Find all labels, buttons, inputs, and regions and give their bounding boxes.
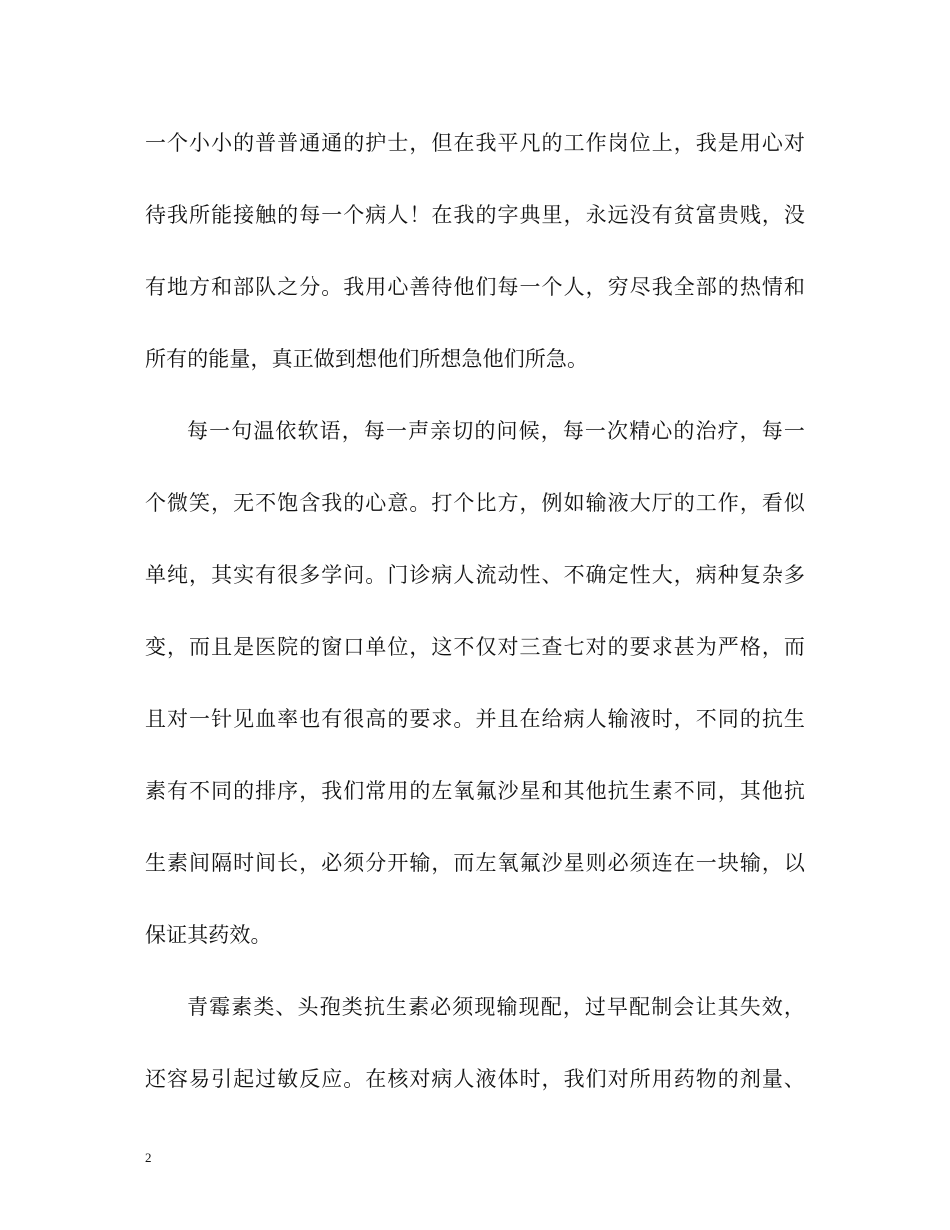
paragraph-first-line: 青霉素类、头孢类抗生素必须现输现配，过早配制会让其失效， [187, 995, 805, 1019]
body-text-line: 素有不同的排序，我们常用的左氧氟沙星和其他抗生素不同，其他抗 [145, 779, 805, 803]
body-text-line: 保证其药效。 [145, 923, 272, 947]
body-text-line: 一个小小的普普通通的护士，但在我平凡的工作岗位上，我是用心对 [145, 131, 805, 155]
body-text-line: 单纯，其实有很多学问。门诊病人流动性、不确定性大，病种复杂多 [145, 563, 805, 587]
body-text-line: 待我所能接触的每一个病人！在我的字典里，永远没有贫富贵贱，没 [145, 203, 805, 227]
body-text-line: 变，而且是医院的窗口单位，这不仅对三查七对的要求甚为严格，而 [145, 635, 805, 659]
body-text-line: 有地方和部队之分。我用心善待他们每一个人，穷尽我全部的热情和 [145, 275, 805, 299]
body-text-line: 还容易引起过敏反应。在核对病人液体时，我们对所用药物的剂量、 [145, 1067, 805, 1091]
page-number: 2 [145, 1150, 152, 1165]
body-text-line: 所有的能量，真正做到想他们所想急他们所急。 [145, 347, 589, 371]
paragraph-first-line: 每一句温依软语，每一声亲切的问候，每一次精心的治疗，每一 [187, 419, 805, 443]
body-text-line: 生素间隔时间长，必须分开输，而左氧氟沙星则必须连在一块输，以 [145, 851, 805, 875]
body-text-line: 且对一针见血率也有很高的要求。并且在给病人输液时，不同的抗生 [145, 707, 805, 731]
body-text-line: 个微笑，无不饱含我的心意。打个比方，例如输液大厅的工作，看似 [145, 491, 805, 515]
